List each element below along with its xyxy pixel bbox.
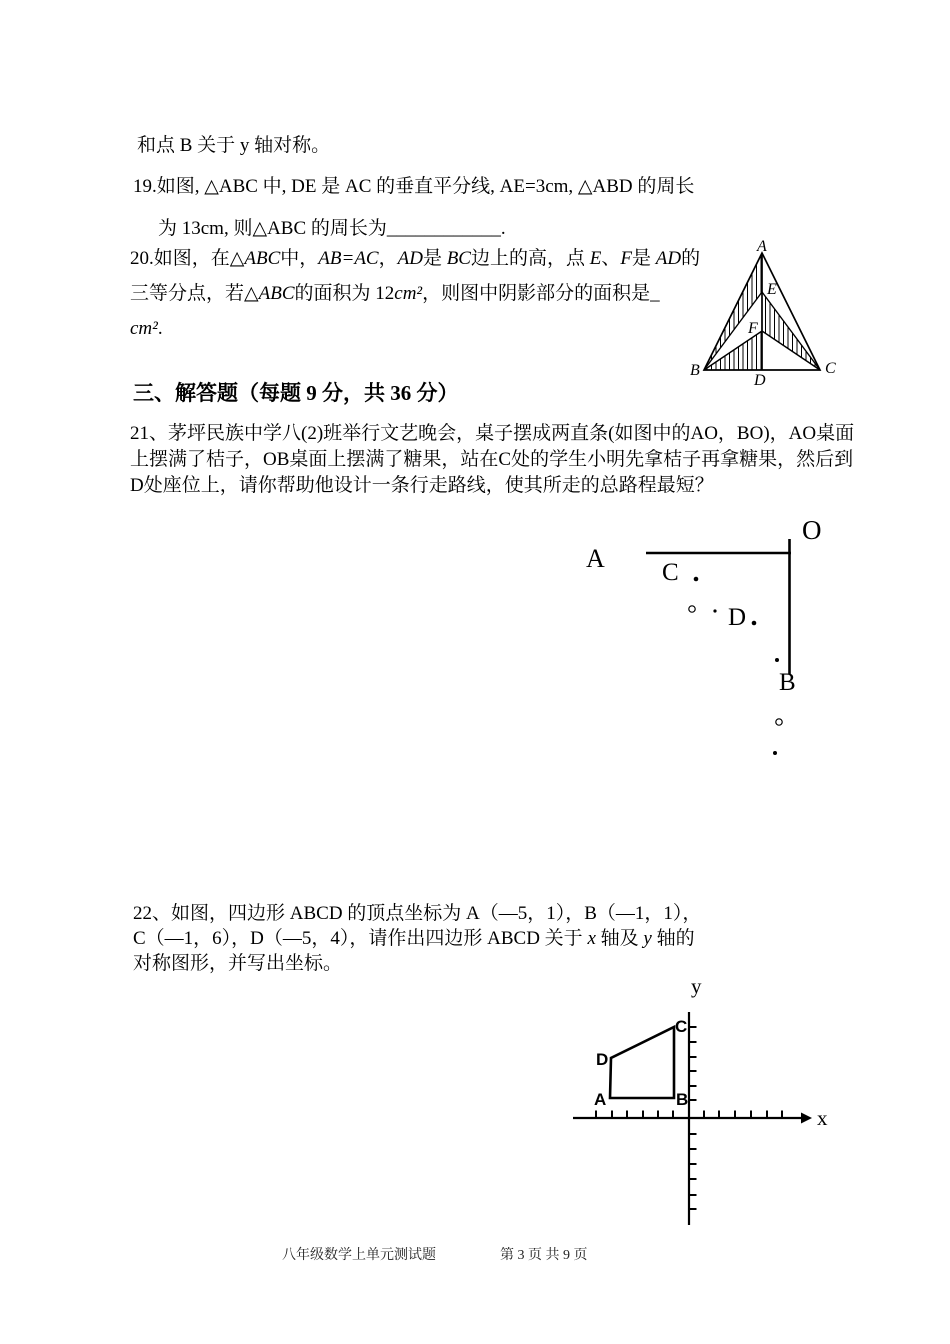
- vertex-label-a: A: [594, 1090, 607, 1109]
- small-dot-3: [773, 751, 777, 755]
- small-dot-1: [713, 609, 716, 612]
- point-label-c: C: [825, 360, 836, 377]
- open-dot-2: [776, 719, 782, 725]
- dot-d: [752, 621, 757, 626]
- vertex-label-d: D: [596, 1050, 609, 1069]
- q21-line-3: D处座位上，请你帮助他设计一条行走路线，使其所走的总路程最短？: [130, 475, 714, 496]
- q21-line-2: 上摆满了桔子，OB桌面上摆满了糖果，站在C处的学生小明先拿桔子再拿糖果，然后到: [130, 449, 854, 470]
- footer-doc-title: 八年级数学上单元测试题: [282, 1248, 436, 1263]
- section-3-header: 三、解答题（每题 9 分，共 36 分）: [133, 381, 459, 405]
- open-dot-1: [689, 606, 695, 612]
- point-label-b: B: [690, 362, 700, 379]
- q21-line-1: 21、茅坪民族中学八(2)班举行文艺晚会，桌子摆成两直条(如图中的AO，BO)，AO桌面: [130, 423, 855, 444]
- vertex-label-b: B: [676, 1090, 689, 1109]
- q20-triangle-figure: [687, 236, 847, 392]
- q19-line-1: 19.如图, △ABC 中, DE 是 AC 的垂直平分线, AE=3cm, △ABD 的周长: [133, 176, 695, 197]
- point-label-e: E: [767, 281, 777, 298]
- x-axis-arrow: [801, 1113, 812, 1124]
- dot-c: [694, 577, 699, 582]
- q22-line-1: 22、如图，四边形 ABCD 的顶点坐标为 A（—5，1），B（—1，1），: [133, 903, 702, 924]
- point-label-d: D: [754, 372, 766, 389]
- small-dot-2: [775, 658, 779, 662]
- point-label-d: D: [728, 604, 747, 631]
- point-label-f: F: [748, 320, 758, 337]
- q19-line-2: 为 13cm, 则△ABC 的周长为____________.: [158, 218, 506, 239]
- q20-line-1: 20.如图，在△ABC中，AB=AC，AD是 BC边上的高，点 E、F是 AD的: [130, 248, 701, 269]
- point-label-c: C: [662, 559, 679, 586]
- q21-tables-figure: [560, 505, 880, 775]
- q20-line-3: cm².: [130, 318, 163, 339]
- quadrilateral-abcd: [610, 1027, 674, 1098]
- vertex-label-c: C: [675, 1017, 688, 1036]
- point-label-b: B: [779, 669, 796, 696]
- intro-line: 和点 B 关于 y 轴对称。: [137, 135, 331, 156]
- q22-coordinate-figure: [558, 975, 858, 1245]
- footer-page-number: 第 3 页 共 9 页: [500, 1248, 588, 1263]
- q20-line-2: 三等分点，若△ABC的面积为 12cm²，则图中阴影部分的面积是_: [130, 283, 660, 304]
- q22-line-3: 对称图形，并写出坐标。: [133, 953, 343, 974]
- x-axis-label: x: [817, 1106, 828, 1130]
- q22-line-2: C（—1，6），D（—5，4），请作出四边形 ABCD 关于 x 轴及 y 轴的: [133, 928, 695, 949]
- point-label-a: A: [586, 544, 605, 573]
- point-label-o: O: [802, 515, 822, 545]
- point-label-a: A: [757, 238, 767, 255]
- y-axis-label: y: [691, 974, 702, 998]
